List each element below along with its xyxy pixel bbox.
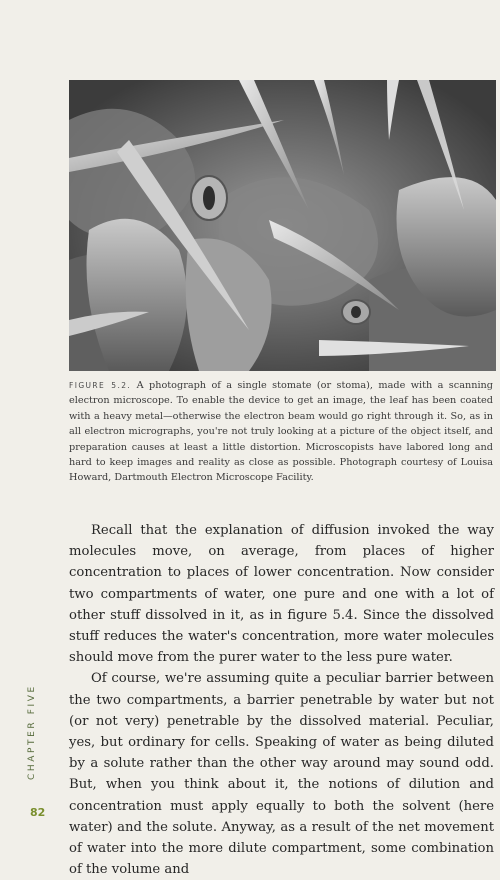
photo-illustration: [69, 80, 496, 371]
body-paragraph: Recall that the explanation of diffusion invoked the way molecules move, on average, from places of higher concentration to places of lower concentration. Now consider two compartments of water, one pure and one with a lot of other stuff dissolved in it, as in figure 5.4. Since the dissolved stuff reduces the water's concentration, more water molecules should move from the purer water to the less pure water.: [69, 523, 494, 666]
chapter-label: CHAPTER FIVE: [27, 684, 37, 780]
body-text: [69, 520, 494, 880]
figure-caption-text: A photograph of a single stomate (or stoma), made with a scanning electron microscope. To enable the device to get an image, the leaf has been coated with a heavy metal—otherwise the electron beam would go right through it. So, as in all electron micrographs, you're not truly looking at a picture of the object itself, and preparation causes at least a little distortion. Microscopists have labored long and hard to keep images and reality as close as possible. Photograph courtesy of Louisa Howard, Dartmouth Electron Microscope Facility.: [69, 380, 493, 484]
figure-label: FIGURE 5.2.: [69, 381, 132, 390]
figure-caption: [69, 378, 493, 486]
sem-stomate-photograph: [69, 80, 496, 371]
page-number: 82: [30, 806, 46, 819]
body-paragraph: Of course, we're assuming quite a peculiar barrier between the two compartments, a barrier penetrable by water but not (or not very) penetrable by the dissolved material. Peculiar, yes, but ordinary for cells. Speaking of water as being diluted by a solute rather than the other way around may sound odd. But, when you think about it, the notions of dilution and concentration must apply equally to both the solvent (here water) and the solute. Anyway, as a result of the net movement of water into the more dilute compartment, some combination of the volume and: [69, 671, 494, 878]
